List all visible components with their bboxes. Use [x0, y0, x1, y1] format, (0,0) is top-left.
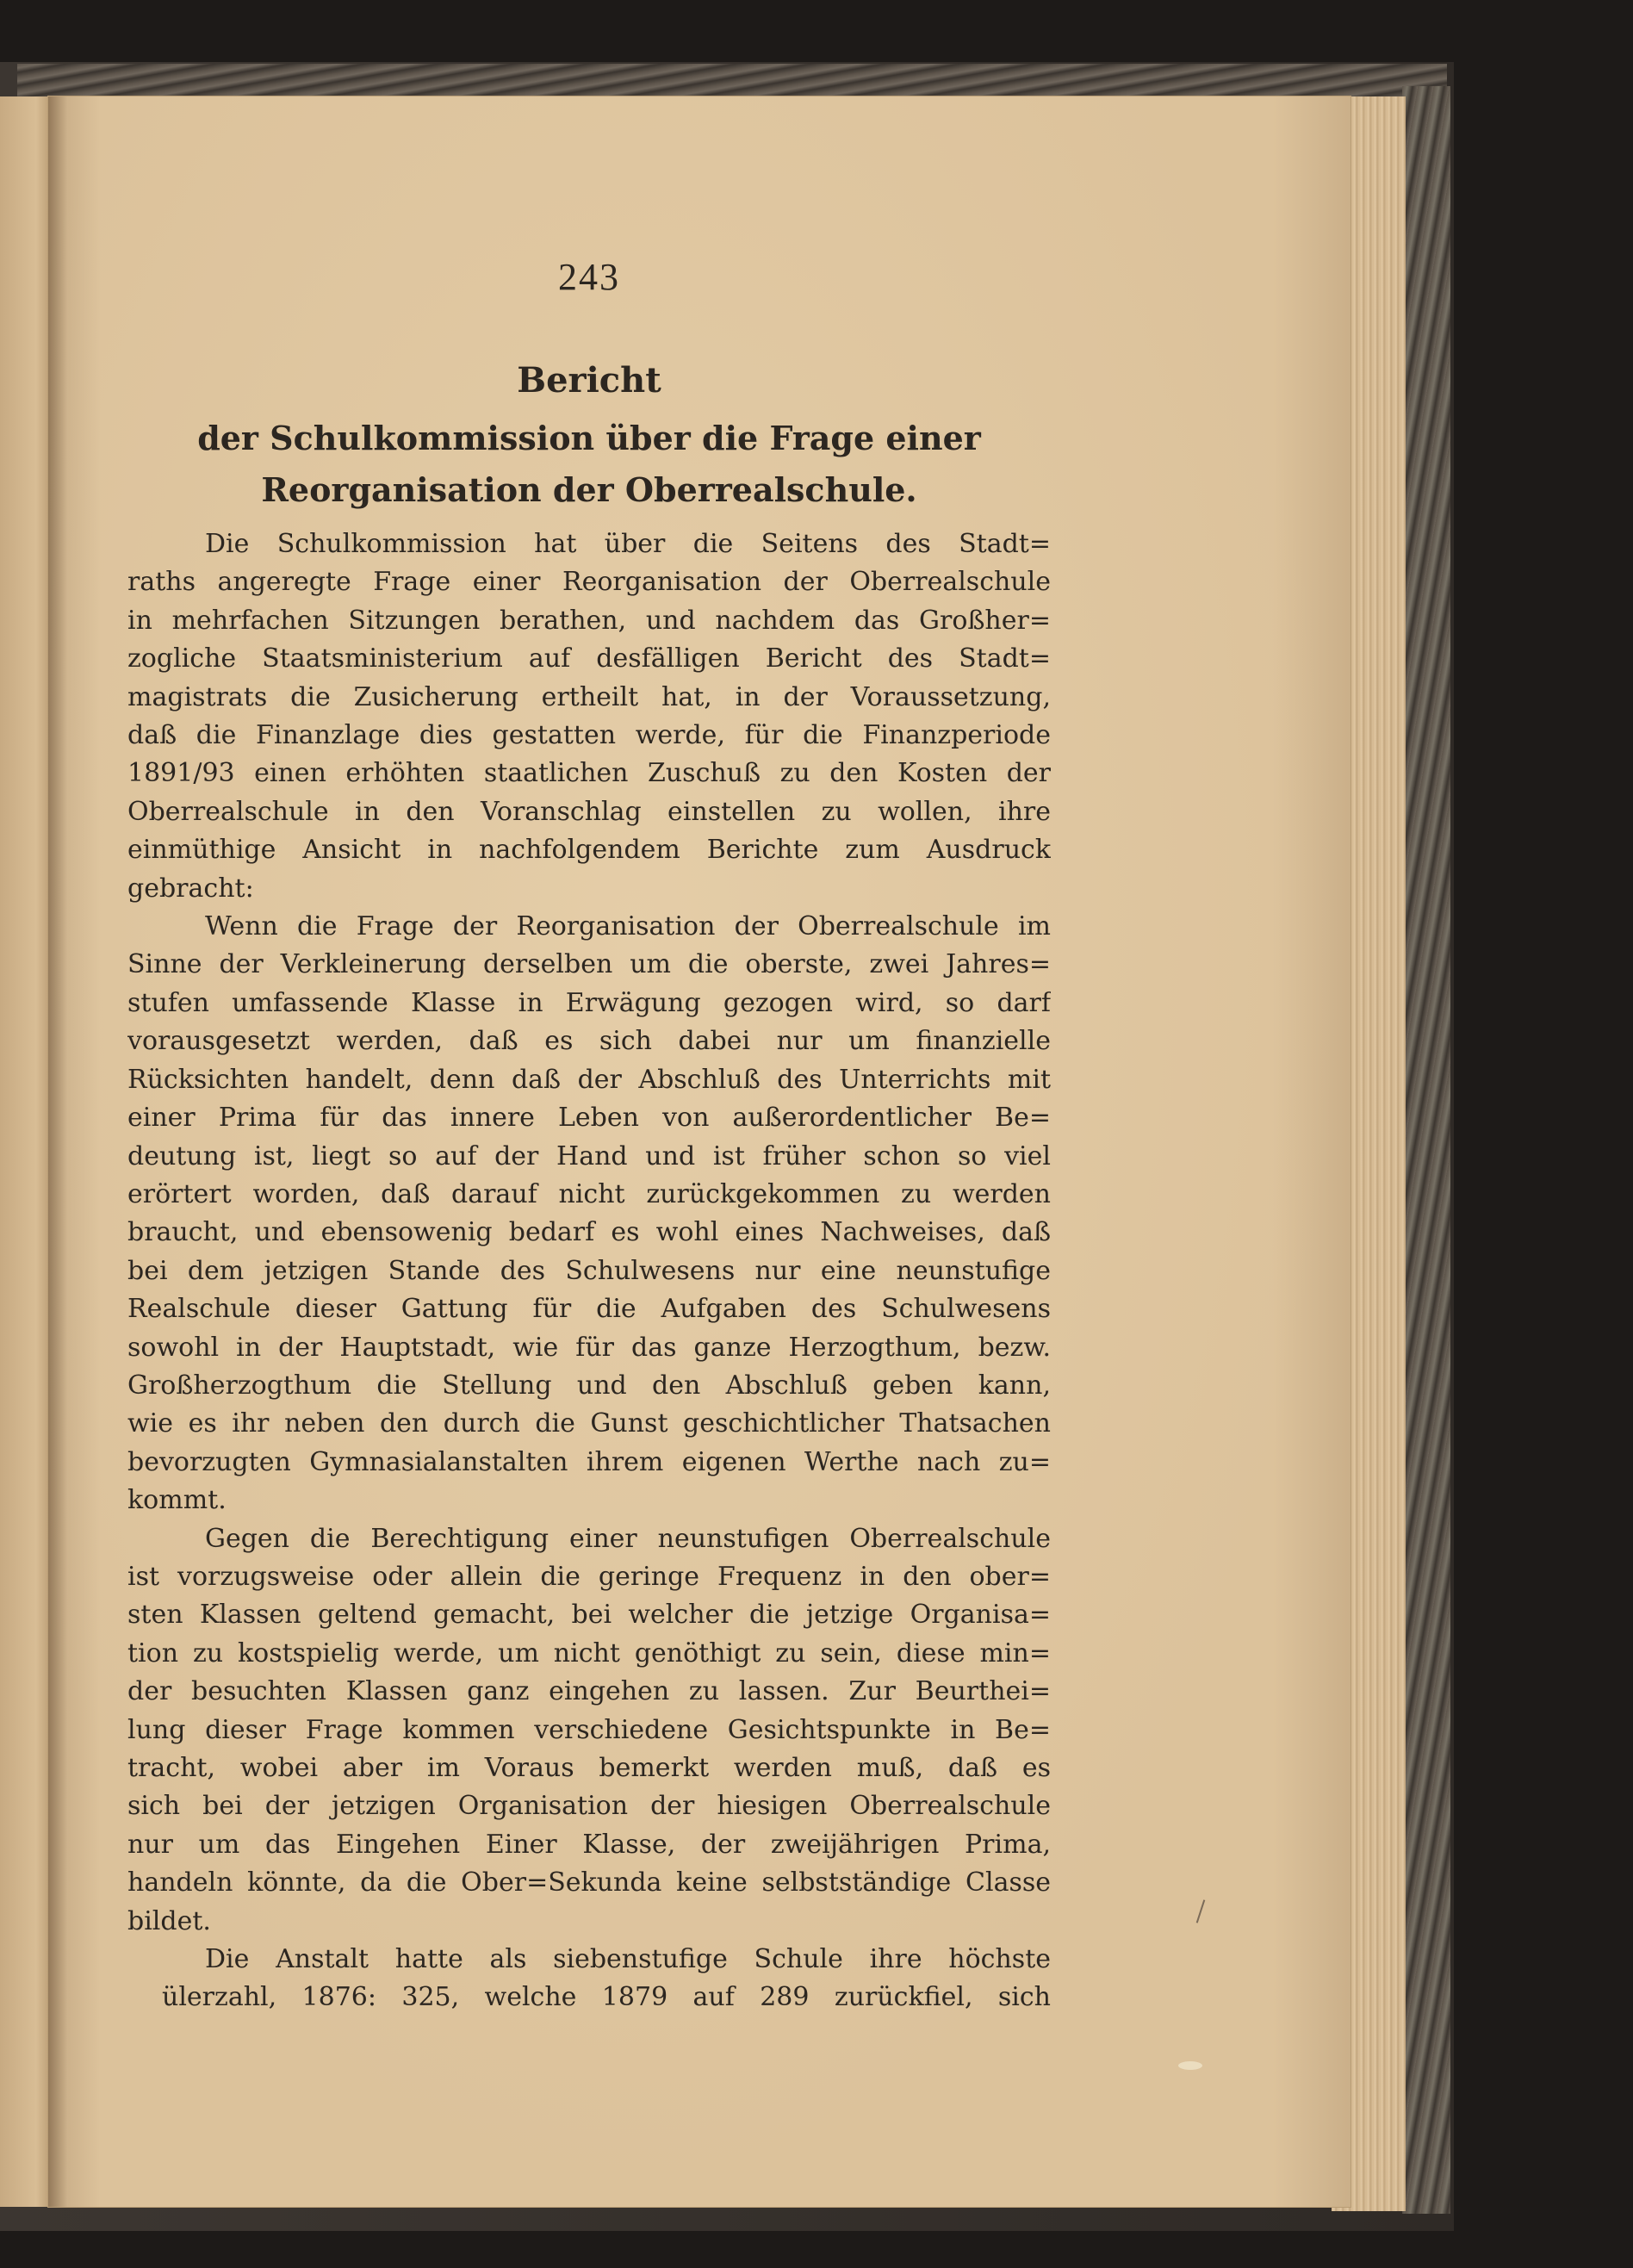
page-text — [127, 258, 1051, 2017]
gutter-shadow — [48, 96, 67, 2207]
text-line: bildet. — [127, 1905, 211, 1936]
text-line: gebracht: — [127, 873, 254, 904]
text-line: in mehrfachen Sitzungen berathen, und nachdem das Großher= — [127, 605, 1051, 636]
text-line: sich bei der jetzigen Organisation der hiesigen Oberrealschule — [127, 1791, 1051, 1822]
paragraph — [127, 908, 1051, 1520]
heading-line-1: Bericht — [517, 360, 661, 401]
text-line: lung dieser Frage kommen verschiedene Gesichtspunkte in Be= — [127, 1714, 1051, 1745]
text-line: erörtert worden, daß darauf nicht zurückgekommen zu werden — [127, 1178, 1051, 1209]
text-line: ist vorzugsweise oder allein die geringe Frequenz in den ober= — [127, 1561, 1051, 1592]
text-line: Gegen die Berechtigung einer neunstufigen Oberrealschule — [205, 1523, 1051, 1554]
text-line: Großherzogthum die Stellung und den Abschluß geben kann, — [127, 1370, 1051, 1401]
paragraph — [127, 1941, 1051, 2017]
text-line: bevorzugten Gymnasialanstalten ihrem eigenen Werthe nach zu= — [127, 1446, 1051, 1477]
paragraph — [127, 525, 1051, 908]
text-line: handeln könnte, da die Ober=Sekunda keine selbstständige Classe — [127, 1867, 1051, 1898]
text-line: raths angeregte Frage einer Reorganisation der Oberrealschule — [127, 567, 1051, 598]
text-line: Die Anstalt hatte als siebenstufige Schule ihre höchste — [205, 1944, 1051, 1975]
text-line: einer Prima für das innere Leben von außerordentlicher Be= — [127, 1103, 1051, 1134]
text-line: zogliche Staatsministerium auf desfälligen Bericht des Stadt= — [127, 643, 1051, 674]
previous-page-edge — [0, 96, 52, 2207]
text-line: deutung ist, liegt so auf der Hand und ist früher schon so viel — [127, 1140, 1051, 1171]
cover-marbled-right-edge — [1402, 86, 1450, 2214]
text-line: Die Schulkommission hat über die Seitens des Stadt= — [205, 529, 1051, 559]
text-line: vorausgesetzt werden, daß es sich dabei nur um finanzielle — [127, 1026, 1051, 1057]
heading-line-2: der Schulkommission über die Frage einer — [197, 419, 981, 457]
text-line: stufen umfassende Klasse in Erwägung gezogen wird, so darf — [127, 987, 1051, 1018]
text-line: kommt. — [127, 1485, 227, 1516]
heading-line-3: Reorganisation der Oberrealschule. — [261, 470, 917, 509]
text-line: Wenn die Frage der Reorganisation der Oberrealschule im — [205, 911, 1051, 942]
text-line: daß die Finanzlage dies gestatten werde, für die Finanzperiode — [127, 720, 1051, 751]
text-line: magistrats die Zusicherung ertheilt hat, in der Voraussetzung, — [127, 681, 1051, 712]
text-line: nur um das Eingehen Einer Klasse, der zweijährigen Prima, — [127, 1829, 1051, 1860]
text-line: Realschule dieser Gattung für die Aufgaben des Schulwesens — [127, 1294, 1051, 1325]
page-number: 243 — [558, 256, 620, 298]
text-line: Rücksichten handelt, denn daß der Abschluß des Unterrichts mit — [127, 1064, 1051, 1095]
text-line: sowohl in der Hauptstadt, wie für das ganze Herzogthum, bezw. — [127, 1332, 1051, 1363]
text-line: tion zu kostspielig werde, um nicht genöthigt zu sein, diese min= — [127, 1637, 1051, 1668]
paper-blot — [1178, 2061, 1202, 2070]
text-line: Oberrealschule in den Voranschlag einstellen zu wollen, ihre — [127, 796, 1051, 827]
paragraph — [127, 1520, 1051, 1941]
text-line: bei dem jetzigen Stande des Schulwesens nur eine neunstufige — [127, 1255, 1051, 1286]
text-line: sten Klassen geltend gemacht, bei welcher die jetzige Organisa= — [127, 1600, 1051, 1631]
text-line: der besuchten Klassen ganz eingehen zu lassen. Zur Beurthei= — [127, 1676, 1051, 1707]
text-line: braucht, und ebensowenig bedarf es wohl eines Nachweises, daß — [127, 1217, 1051, 1248]
text-line: Sinne der Verkleinerung derselben um die oberste, zwei Jahres= — [127, 949, 1051, 980]
text-line: ülerzahl, 1876: 325, welche 1879 auf 289 zurückfiel, sich — [162, 1982, 1051, 2013]
text-line: 1891/93 einen erhöhten staatlichen Zuschuß zu den Kosten der — [127, 758, 1051, 789]
text-line: tracht, wobei aber im Voraus bemerkt werden muß, daß es — [127, 1753, 1051, 1783]
text-line: wie es ihr neben den durch die Gunst geschichtlicher Thatsachen — [127, 1408, 1051, 1439]
body-paragraphs — [127, 525, 1051, 2017]
text-line: einmüthige Ansicht in nachfolgendem Berichte zum Ausdruck — [127, 835, 1051, 866]
